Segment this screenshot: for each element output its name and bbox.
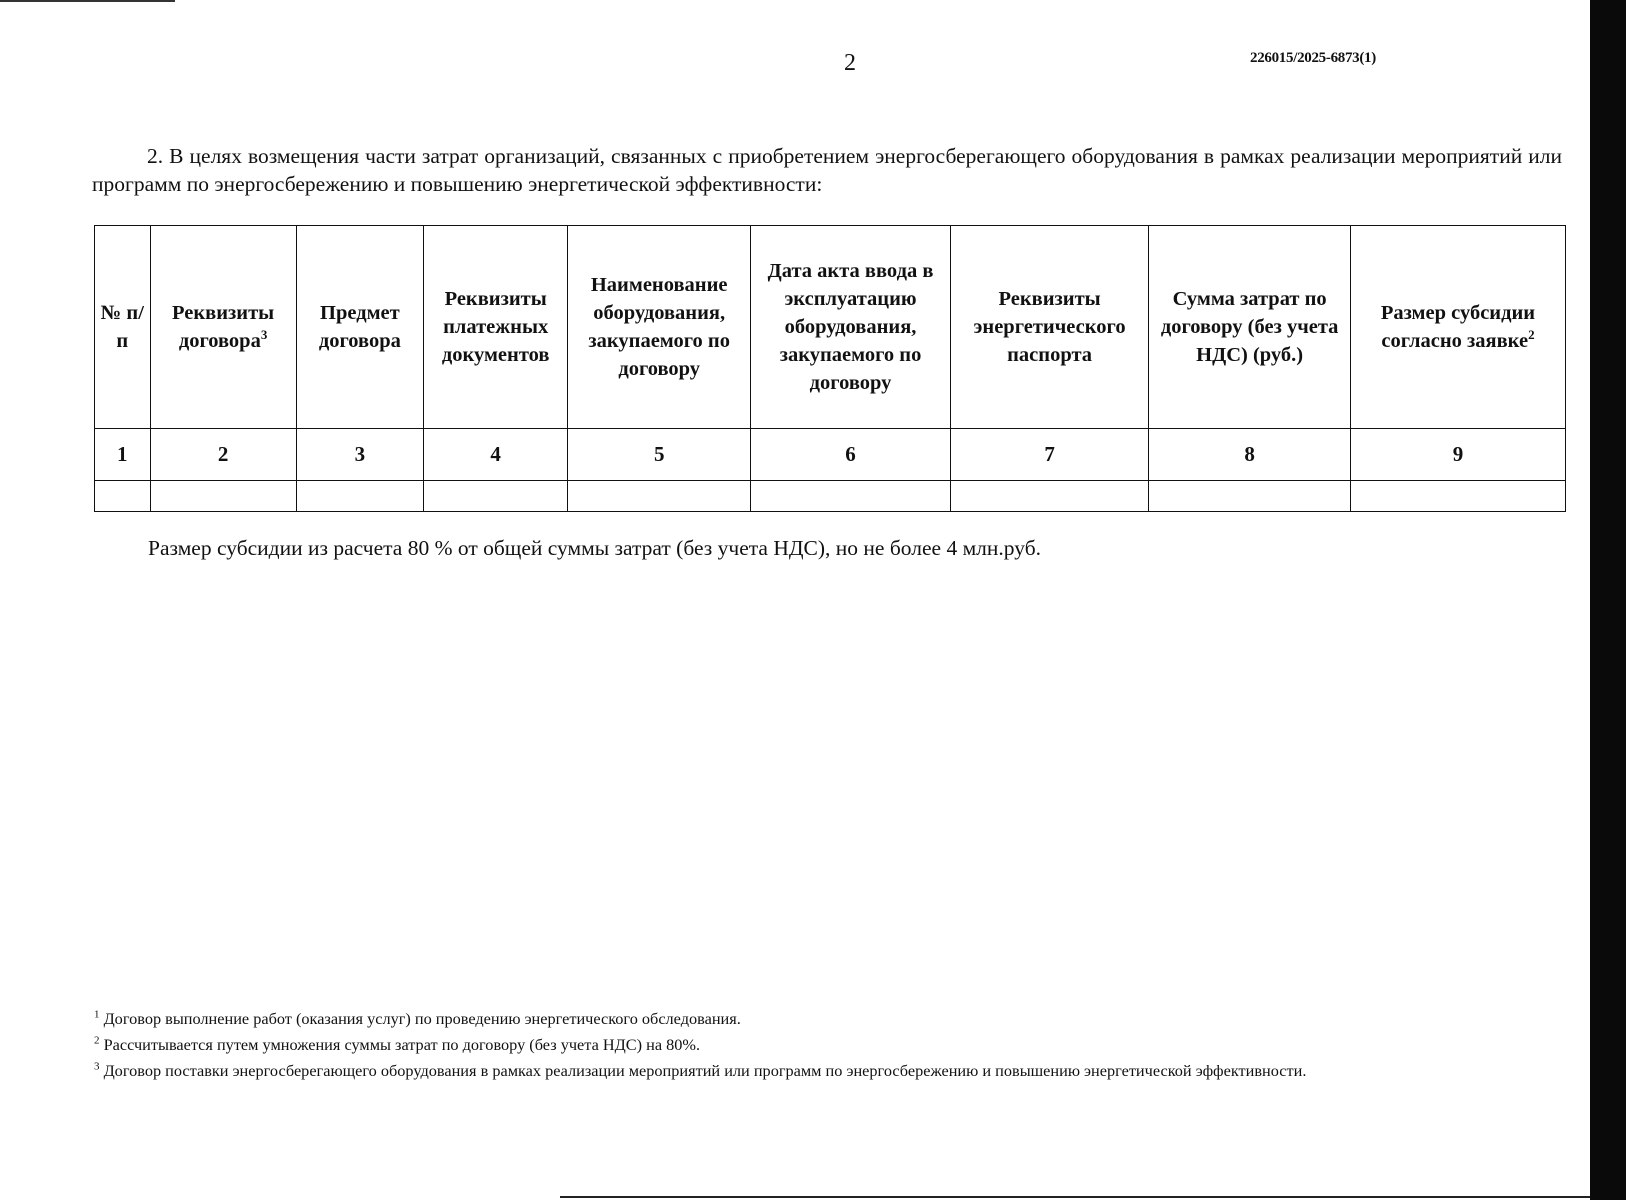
page-number: 2 xyxy=(844,50,856,76)
empty-cell xyxy=(1149,481,1351,512)
empty-cell xyxy=(95,481,151,512)
column-header: Реквизиты договора$^3$ xyxy=(150,226,296,429)
column-header: № п/п xyxy=(95,226,151,429)
column-header: Наименование оборудования, закупаемого по договору xyxy=(568,226,751,429)
column-number: 5 xyxy=(568,429,751,481)
scan-edge-bottom xyxy=(560,1196,1590,1198)
footnote xyxy=(94,1032,1564,1058)
footnote xyxy=(94,1006,1564,1032)
column-header: Предмет договора xyxy=(296,226,424,429)
column-number: 1 xyxy=(95,429,151,481)
footnote-text: Рассчитывается путем умножения суммы затрат по договору (без учета НДС) на 80%. xyxy=(103,1035,701,1054)
footnote-ref: 3 xyxy=(260,327,268,343)
column-number: 2 xyxy=(150,429,296,481)
scan-edge-top xyxy=(0,0,175,2)
column-number: 3 xyxy=(296,429,424,481)
footnote-mark: 2 xyxy=(94,1034,100,1047)
empty-data-row xyxy=(95,481,1566,512)
footnote-ref: 2 xyxy=(1528,327,1535,343)
footnote-text: Договор выполнение работ (оказания услуг) по проведению энергетического обследования. xyxy=(103,1009,741,1028)
empty-cell xyxy=(1350,481,1565,512)
footnote xyxy=(94,1058,1564,1084)
column-header: Сумма затрат по договору (без учета НДС) (руб.) xyxy=(1149,226,1351,429)
footnote-mark: 3 xyxy=(94,1060,100,1073)
column-number-row xyxy=(95,429,1566,481)
subsidy-table xyxy=(94,225,1566,512)
document-id: 226015/2025-6873(1) xyxy=(1250,50,1376,66)
footnotes xyxy=(94,1006,1564,1084)
column-header: Размер субсидии согласно заявке$^2$ xyxy=(1350,226,1565,429)
intro-paragraph: 2. В целях возмещения части затрат организаций, связанных с приобретением энергосберегающего оборудования в рамках реализации мероприятий или программ по энергосбережению и повышению энергетической эффективности: xyxy=(92,144,1562,196)
empty-cell xyxy=(296,481,424,512)
footnote-text: Договор поставки энергосберегающего оборудования в рамках реализации мероприятий или программ по энергосбережению и повышению энергетической эффективности. xyxy=(103,1061,1307,1080)
empty-cell xyxy=(150,481,296,512)
column-header: Реквизиты энергетического паспорта xyxy=(950,226,1149,429)
column-number: 9 xyxy=(1350,429,1565,481)
column-header: Дата акта ввода в эксплуатацию оборудования, закупаемого по договору xyxy=(751,226,951,429)
column-number: 7 xyxy=(950,429,1149,481)
column-number: 6 xyxy=(751,429,951,481)
column-number: 8 xyxy=(1149,429,1351,481)
column-header: Реквизиты платежных документов xyxy=(424,226,568,429)
table-header-row xyxy=(95,226,1566,429)
empty-cell xyxy=(424,481,568,512)
column-number: 4 xyxy=(424,429,568,481)
empty-cell xyxy=(568,481,751,512)
empty-cell xyxy=(950,481,1149,512)
empty-cell xyxy=(751,481,951,512)
scan-edge-right xyxy=(1590,0,1626,1200)
footnote-mark: 1 xyxy=(94,1008,100,1021)
subsidy-note: Размер субсидии из расчета 80 % от общей суммы затрат (без учета НДС), но не более 4 млн.руб. xyxy=(148,536,1042,560)
